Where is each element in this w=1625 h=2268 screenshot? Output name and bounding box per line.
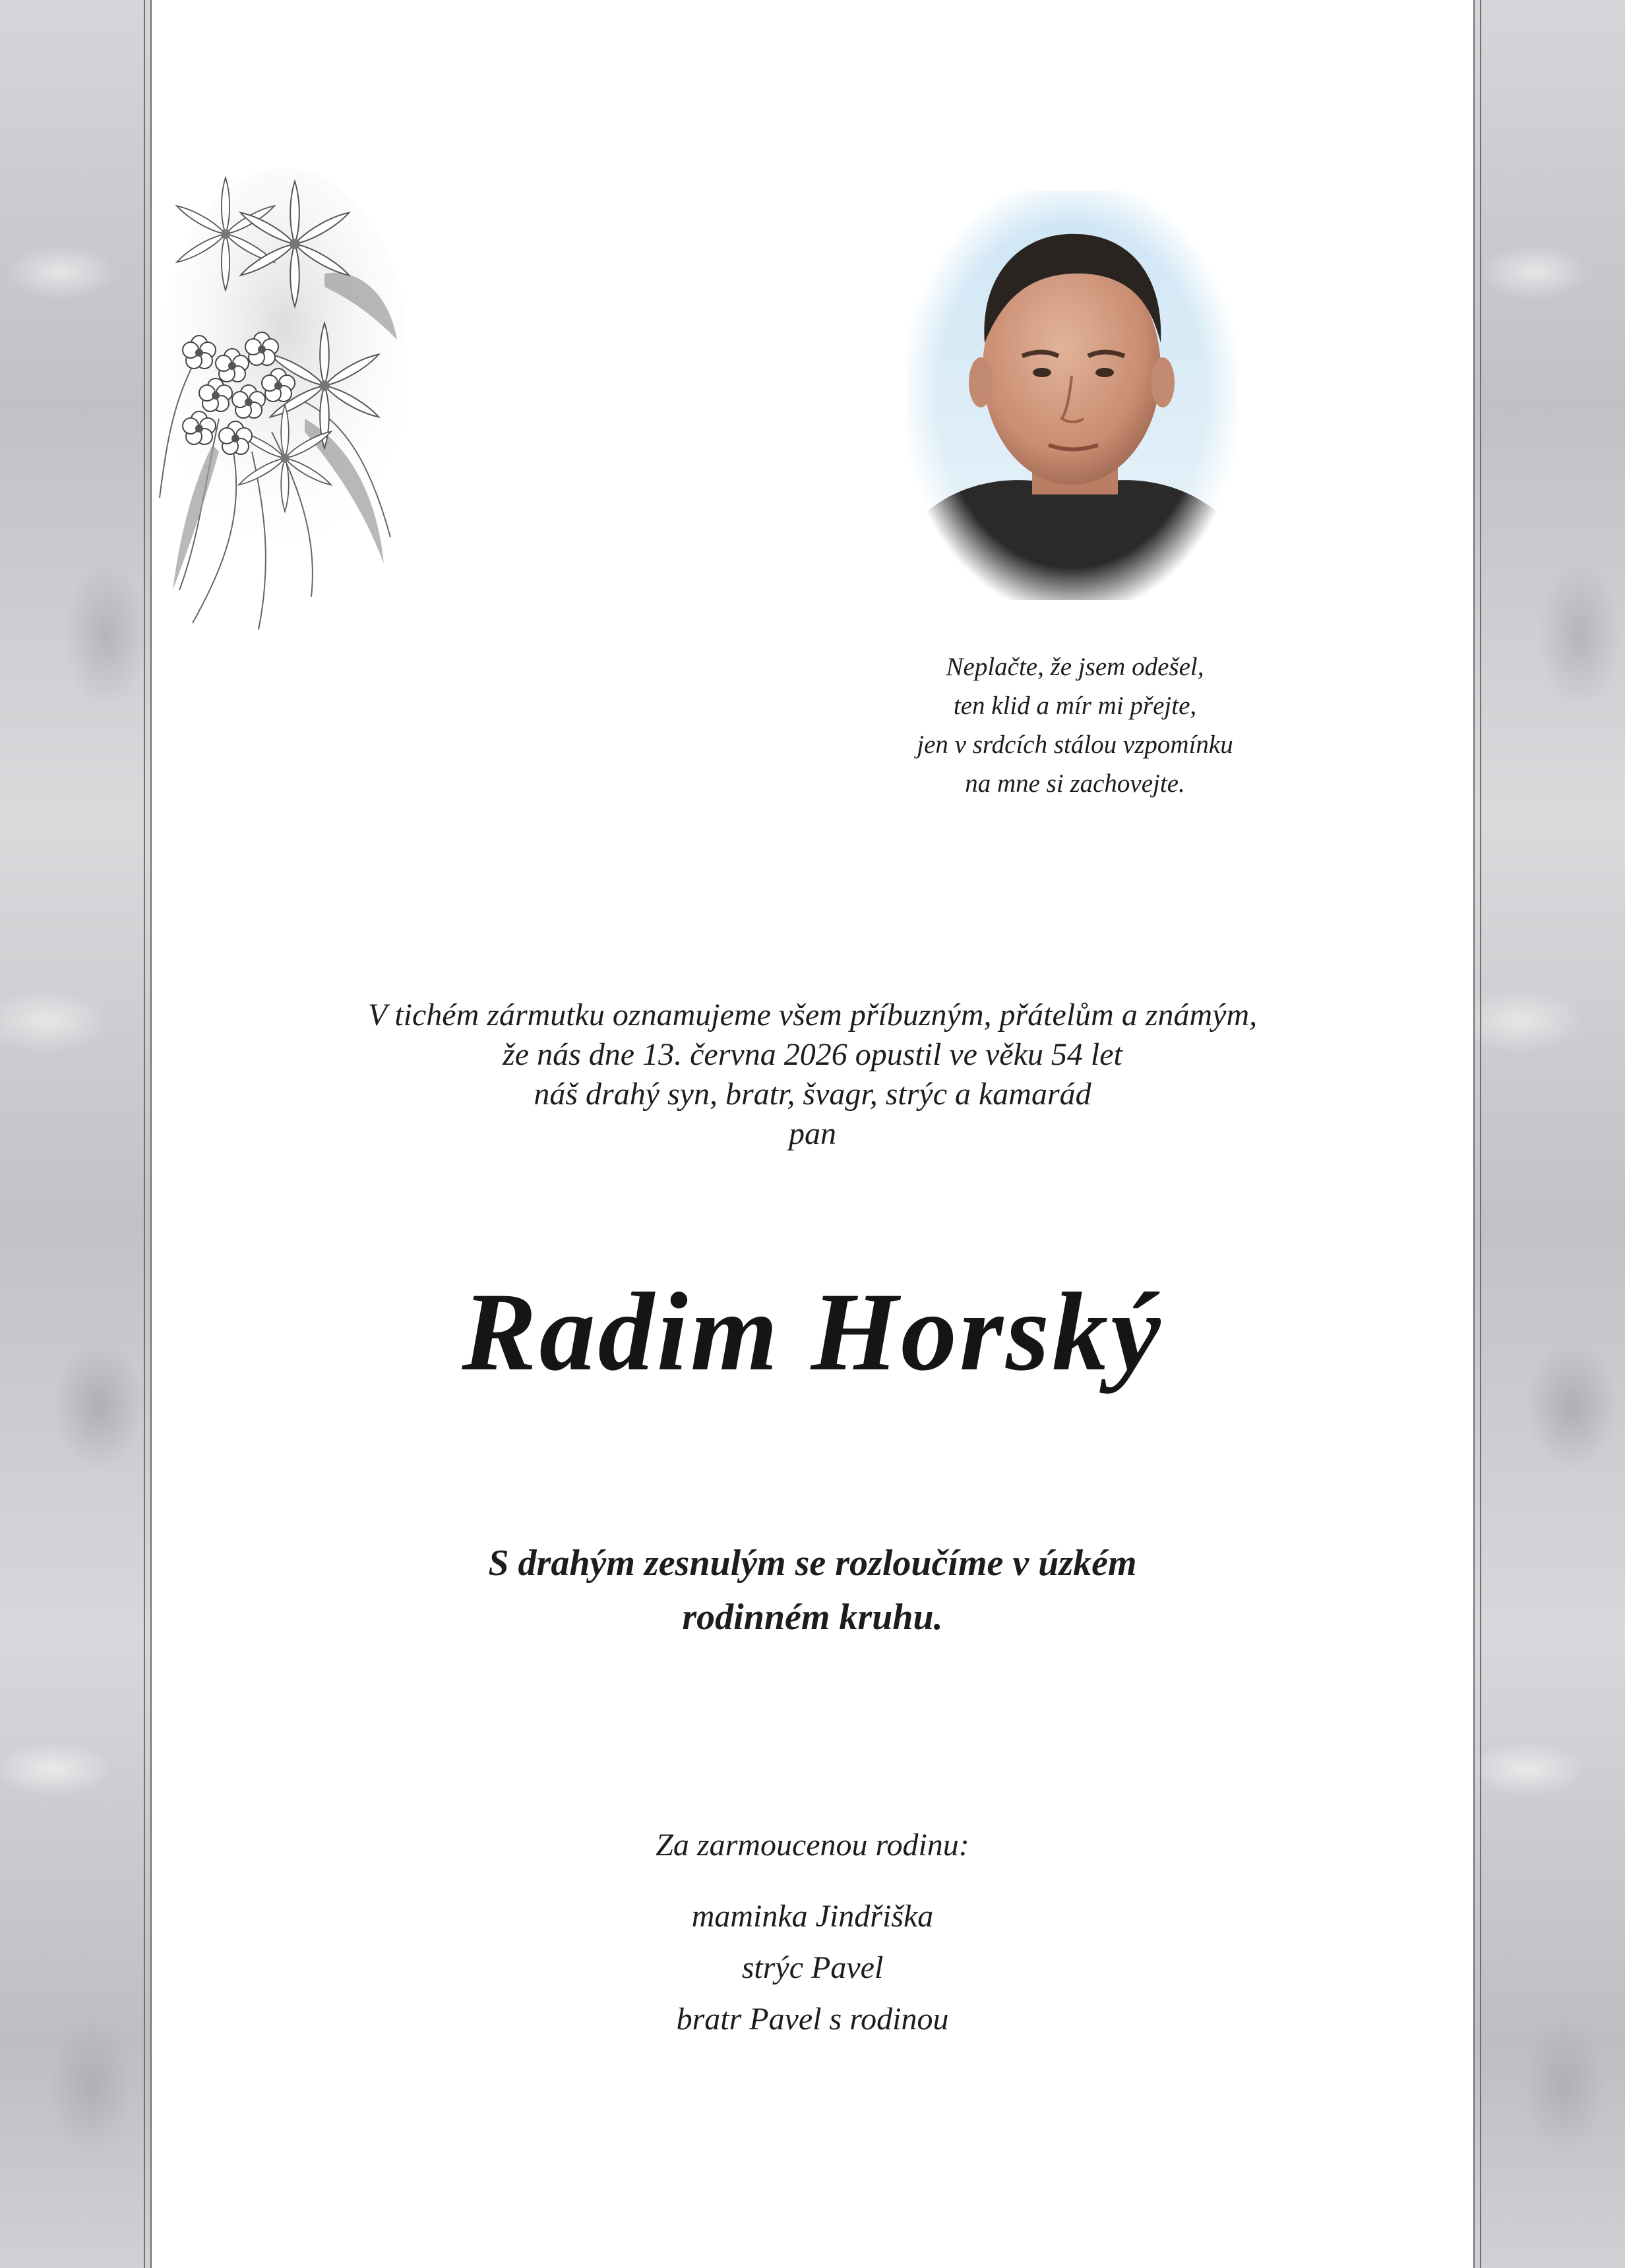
poem-line: na mne si zachovejte. [965,769,1185,798]
poem-line: Neplačte, že jsem odešel, [946,653,1204,681]
announcement-line: pan [789,1116,836,1151]
announcement-line: náš drahý syn, bratr, švagr, strýc a kamarád [534,1077,1091,1112]
deceased-name: Radim Horský [462,1270,1163,1394]
memorial-poem [838,647,1312,803]
announcement-line: že nás dne 13. června 2026 opustil ve věku 54 let [503,1037,1122,1072]
farewell-line: S drahým zesnulým se rozloučíme v úzkém [488,1543,1137,1584]
signature-name: maminka Jindřiška [691,1899,934,1934]
portrait-photo [907,191,1237,600]
poem-line: jen v srdcích stálou vzpomínku [917,731,1233,759]
poem-line: ten klid a mír mi přejte, [953,692,1197,720]
signature-name: bratr Pavel s rodinou [676,2002,949,2037]
signature-name: strýc Pavel [741,1950,884,1985]
farewell-text [0,1536,1625,1644]
lily-bouquet-icon [153,168,404,656]
family-signature [0,1820,1625,2045]
announcement-line: V tichém zármutku oznamujeme všem příbuzným, přátelům a známým, [367,998,1258,1032]
signature-spacer [0,1871,1625,1891]
announcement-text [0,996,1625,1154]
signature-heading: Za zarmoucenou rodinu: [656,1828,969,1863]
farewell-line: rodinném kruhu. [682,1597,943,1638]
